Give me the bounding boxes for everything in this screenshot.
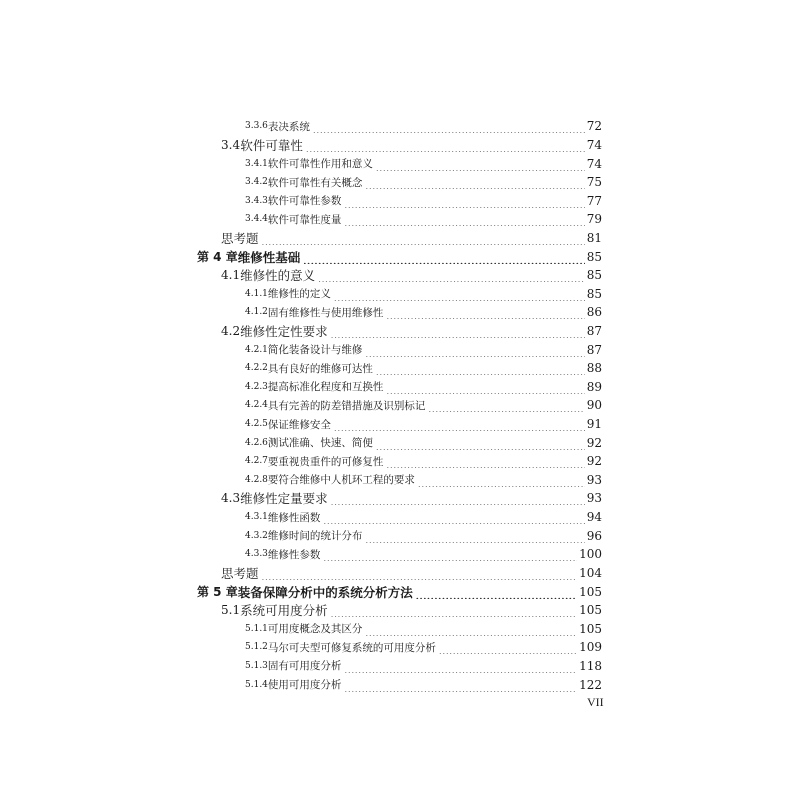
toc-entry-page: 86 xyxy=(586,305,602,320)
toc-subsection xyxy=(0,526,800,545)
toc-review-questions xyxy=(0,564,800,583)
toc-entry-page: 91 xyxy=(586,417,602,432)
toc-entry-page: 93 xyxy=(586,491,602,506)
toc-subsection xyxy=(0,303,800,322)
toc-entry-title: 可用度概念及其区分 xyxy=(267,623,363,636)
toc-entry-number: 3.4 xyxy=(221,137,241,152)
table-of-contents xyxy=(0,117,800,694)
dot-leader xyxy=(262,233,585,245)
toc-entry-page: 94 xyxy=(586,510,602,525)
toc-entry-number: 4.2.2 xyxy=(245,363,268,374)
toc-subsection xyxy=(0,675,800,694)
toc-entry-page: 81 xyxy=(586,230,602,245)
toc-entry-page: 87 xyxy=(586,342,602,357)
toc-entry-title: 软件可靠性度量 xyxy=(267,213,342,226)
toc-entry-page: 85 xyxy=(586,286,602,301)
toc-entry-page: 109 xyxy=(579,640,602,655)
toc-entry-title: 表决系统 xyxy=(267,120,310,133)
toc-entry-page: 72 xyxy=(586,119,602,134)
toc-subsection xyxy=(0,117,800,136)
toc-entry-page: 90 xyxy=(586,398,602,413)
dot-leader xyxy=(365,624,577,636)
toc-entry-number: 3.4.1 xyxy=(245,158,268,169)
toc-entry-title: 维修性的意义 xyxy=(240,268,316,284)
toc-entry-page: 88 xyxy=(586,361,602,376)
toc-entry-page: 122 xyxy=(579,677,602,692)
toc-subsection xyxy=(0,154,800,173)
dot-leader xyxy=(418,475,585,487)
toc-entry-number: 4.3.3 xyxy=(245,549,268,560)
toc-entry-title: 维修性的定义 xyxy=(267,288,331,301)
toc-subsection xyxy=(0,508,800,527)
dot-leader xyxy=(344,680,577,692)
toc-entry-title: 维修性定量要求 xyxy=(240,491,328,507)
toc-entry-title: 软件可靠性参数 xyxy=(267,195,342,208)
toc-entry-title: 保证维修安全 xyxy=(267,418,331,431)
toc-entry-number: 5.1 xyxy=(221,603,241,618)
dot-leader xyxy=(365,531,584,543)
toc-subsection xyxy=(0,657,800,676)
toc-entry-title: 具有良好的维修可达性 xyxy=(267,362,373,375)
toc-entry-title: 马尔可夫型可修复系统的可用度分析 xyxy=(267,641,436,654)
toc-subsection xyxy=(0,545,800,564)
toc-chapter xyxy=(0,582,800,601)
toc-section xyxy=(0,136,800,155)
toc-subsection xyxy=(0,415,800,434)
dot-leader xyxy=(334,419,585,431)
toc-entry-title: 维修时间的统计分布 xyxy=(267,530,363,543)
dot-leader xyxy=(376,159,585,171)
dot-leader xyxy=(376,363,585,375)
toc-subsection xyxy=(0,471,800,490)
toc-subsection xyxy=(0,452,800,471)
page-number: VII xyxy=(587,695,604,709)
toc-entry-page: 92 xyxy=(586,454,602,469)
toc-entry-page: 87 xyxy=(586,324,602,338)
toc-entry-title: 测试准确、快速、简便 xyxy=(267,437,373,450)
toc-entry-title: 思考题 xyxy=(221,230,259,246)
dot-leader xyxy=(344,214,584,226)
toc-entry-number: 第 4 章 xyxy=(197,250,238,265)
dot-leader xyxy=(318,270,585,282)
toc-entry-page: 92 xyxy=(586,435,602,450)
toc-entry-title: 要符合维修中人机环工程的要求 xyxy=(267,474,415,487)
toc-review-questions xyxy=(0,229,800,248)
toc-entry-number: 5.1.1 xyxy=(245,623,268,634)
dot-leader xyxy=(331,605,577,617)
dot-leader xyxy=(334,289,585,301)
toc-entry-number: 4.3 xyxy=(221,491,241,506)
toc-entry-title: 软件可靠性作用和意义 xyxy=(267,158,373,171)
toc-entry-title: 维修性基础 xyxy=(237,249,301,265)
dot-leader xyxy=(303,252,584,264)
toc-entry-number: 4.2.1 xyxy=(245,344,268,355)
dot-leader xyxy=(344,196,584,208)
toc-subsection xyxy=(0,619,800,638)
toc-entry-title: 固有维修性与使用维修性 xyxy=(267,306,384,319)
toc-entry-number: 3.4.2 xyxy=(245,177,268,188)
toc-entry-number: 4.2 xyxy=(221,324,241,338)
toc-entry-number: 4.2.7 xyxy=(245,456,268,467)
toc-entry-number: 4.2.6 xyxy=(245,437,268,448)
dot-leader xyxy=(386,307,584,319)
toc-subsection xyxy=(0,191,800,210)
toc-entry-number: 5.1.4 xyxy=(245,679,268,690)
toc-subsection xyxy=(0,340,800,359)
toc-entry-page: 93 xyxy=(586,472,602,487)
dot-leader xyxy=(386,382,584,394)
toc-entry-number: 4.1.1 xyxy=(245,288,268,299)
dot-leader xyxy=(323,512,584,524)
toc-entry-title: 维修性参数 xyxy=(267,548,321,561)
toc-entry-title: 提高标准化程度和互换性 xyxy=(267,381,384,394)
toc-entry-page: 105 xyxy=(579,603,602,618)
dot-leader xyxy=(331,326,585,338)
toc-section xyxy=(0,601,800,620)
toc-section xyxy=(0,489,800,508)
toc-entry-title: 维修性定性要求 xyxy=(240,324,328,339)
toc-entry-page: 79 xyxy=(586,212,602,227)
toc-subsection xyxy=(0,359,800,378)
dot-leader xyxy=(323,549,577,561)
toc-subsection xyxy=(0,173,800,192)
toc-entry-number: 5.1.3 xyxy=(245,660,268,671)
toc-entry-title: 装备保障分析中的系统分析方法 xyxy=(237,584,413,600)
dot-leader xyxy=(386,456,584,468)
toc-entry-number: 4.3.2 xyxy=(245,530,268,541)
toc-entry-page: 74 xyxy=(586,137,602,152)
toc-subsection xyxy=(0,284,800,303)
toc-entry-number: 4.1 xyxy=(221,268,241,283)
dot-leader xyxy=(365,177,584,189)
toc-entry-number: 3.4.3 xyxy=(245,195,268,206)
dot-leader xyxy=(306,140,585,152)
toc-entry-page: 105 xyxy=(579,584,602,599)
toc-entry-number: 第 5 章 xyxy=(197,585,238,600)
toc-entry-page: 100 xyxy=(579,547,602,562)
toc-chapter xyxy=(0,247,800,266)
dot-leader xyxy=(313,121,585,133)
toc-entry-title: 使用可用度分析 xyxy=(267,679,342,692)
toc-entry-number: 4.1.2 xyxy=(245,307,268,318)
toc-entry-page: 85 xyxy=(586,268,602,283)
dot-leader xyxy=(416,587,577,599)
toc-entry-number: 5.1.2 xyxy=(245,642,268,653)
toc-subsection xyxy=(0,638,800,657)
dot-leader xyxy=(365,345,584,357)
toc-entry-page: 85 xyxy=(586,249,602,264)
toc-subsection xyxy=(0,378,800,397)
toc-subsection xyxy=(0,396,800,415)
toc-entry-title: 软件可靠性 xyxy=(240,137,303,153)
toc-subsection xyxy=(0,433,800,452)
toc-entry-title: 固有可用度分析 xyxy=(267,660,342,673)
toc-entry-number: 4.2.4 xyxy=(245,400,268,411)
toc-entry-title: 维修性函数 xyxy=(267,511,321,524)
toc-entry-number: 4.3.1 xyxy=(245,512,268,523)
toc-entry-page: 105 xyxy=(579,621,602,636)
dot-leader xyxy=(428,400,584,412)
dot-leader xyxy=(262,568,578,580)
toc-entry-number: 4.2.5 xyxy=(245,419,268,430)
toc-entry-page: 96 xyxy=(586,528,602,543)
toc-section xyxy=(0,322,800,341)
toc-entry-title: 系统可用度分析 xyxy=(240,603,328,619)
toc-entry-page: 74 xyxy=(586,156,602,171)
toc-entry-title: 简化装备设计与维修 xyxy=(267,344,363,357)
toc-entry-page: 89 xyxy=(586,379,602,394)
toc-entry-page: 77 xyxy=(586,193,602,208)
toc-entry-page: 75 xyxy=(586,175,602,190)
toc-entry-title: 软件可靠性有关概念 xyxy=(267,176,363,189)
dot-leader xyxy=(331,493,585,505)
toc-entry-title: 具有完善的防差错措施及识别标记 xyxy=(267,399,426,412)
dot-leader xyxy=(344,661,577,673)
toc-subsection xyxy=(0,210,800,229)
toc-entry-number: 4.2.3 xyxy=(245,381,268,392)
toc-entry-page: 104 xyxy=(579,565,602,580)
toc-entry-page: 118 xyxy=(579,658,602,673)
dot-leader xyxy=(439,642,577,654)
toc-entry-number: 4.2.8 xyxy=(245,474,268,485)
dot-leader xyxy=(376,438,585,450)
toc-entry-title: 要重视贵重件的可修复性 xyxy=(267,455,384,468)
toc-entry-title: 思考题 xyxy=(221,565,259,581)
toc-entry-number: 3.3.6 xyxy=(245,121,268,132)
toc-entry-number: 3.4.4 xyxy=(245,214,268,225)
toc-section xyxy=(0,266,800,285)
